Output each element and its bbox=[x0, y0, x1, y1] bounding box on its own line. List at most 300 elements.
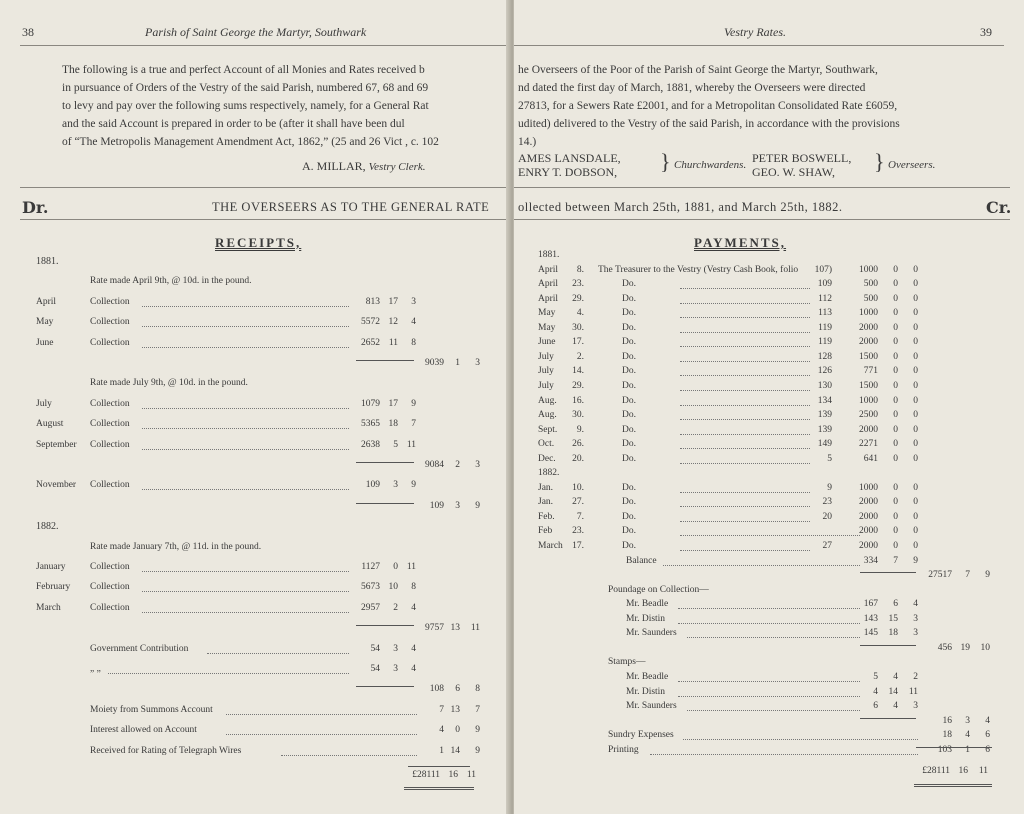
intro-line: nd dated the first day of March, 1881, whereby the Overseers were directed bbox=[518, 82, 866, 94]
receipts-total-row bbox=[0, 770, 510, 786]
row-day: 29. bbox=[572, 293, 584, 304]
row-pence: 11 bbox=[406, 562, 416, 572]
leader-dots bbox=[680, 439, 810, 449]
row-day: 23. bbox=[572, 526, 584, 537]
row-shillings: 0 bbox=[893, 366, 898, 377]
payments-heading: PAYMENTS, bbox=[694, 235, 787, 250]
row-pounds: 6 bbox=[873, 701, 878, 712]
row-pounds: 2271 bbox=[859, 439, 878, 450]
row-shillings: 2 bbox=[393, 602, 398, 613]
row-pence: 0 bbox=[913, 337, 918, 348]
row-shillings: 0 bbox=[893, 337, 898, 348]
leader-dots bbox=[142, 297, 349, 307]
table-row bbox=[0, 338, 510, 354]
row-day: 9. bbox=[576, 424, 584, 435]
row-shillings: 0 bbox=[893, 351, 898, 362]
row-day: 17. bbox=[572, 337, 584, 348]
table-row bbox=[0, 562, 510, 578]
brace-icon: } bbox=[660, 149, 671, 174]
row-shillings: 14 bbox=[888, 686, 898, 697]
leader-dots bbox=[678, 599, 861, 609]
row-month: April bbox=[538, 293, 559, 304]
row-description: Rate made January 7th, @ 11d. in the pound. bbox=[90, 541, 262, 552]
overseers-signature bbox=[752, 151, 851, 179]
leader-dots bbox=[680, 294, 810, 304]
row-description: Do. bbox=[622, 410, 636, 421]
row-pence: 4 bbox=[411, 643, 416, 654]
row-description: Balance bbox=[626, 555, 657, 566]
row-total-shillings: 1 bbox=[965, 744, 970, 755]
row-description: Stamps— bbox=[608, 657, 646, 668]
row-description: Government Contribution bbox=[90, 643, 189, 654]
row-description: Sundry Expenses bbox=[608, 730, 674, 741]
row-shillings: 11 bbox=[388, 337, 398, 348]
row-pounds: 500 bbox=[863, 279, 878, 290]
row-description: Do. bbox=[622, 526, 636, 537]
row-description: Printing bbox=[608, 744, 639, 755]
payments-total-row bbox=[514, 766, 1024, 782]
left-running-title: Parish of Saint George the Martyr, Southwark bbox=[145, 25, 367, 39]
leader-dots bbox=[281, 746, 417, 756]
row-pence: 0 bbox=[913, 526, 918, 537]
row-description: Collection bbox=[90, 602, 130, 613]
row-shillings: 10 bbox=[388, 582, 398, 593]
table-row bbox=[0, 276, 510, 292]
row-pence: 3 bbox=[913, 613, 918, 624]
leader-dots bbox=[687, 701, 860, 711]
subtotal-rule bbox=[356, 686, 414, 687]
row-month: August bbox=[36, 419, 64, 430]
row-total-pounds: 103 bbox=[937, 744, 952, 755]
table-row bbox=[0, 644, 510, 660]
row-description: Collection bbox=[90, 562, 130, 572]
row-description: Collection bbox=[90, 398, 130, 409]
row-pence: 0 bbox=[913, 424, 918, 435]
table-row bbox=[0, 480, 510, 496]
intro-line: to levy and pay over the following sums respectively, namely, for a General Rat bbox=[62, 100, 429, 112]
row-month: Oct. bbox=[538, 439, 555, 450]
leader-dots bbox=[680, 454, 810, 464]
clerk-signature bbox=[302, 159, 426, 174]
row-pounds: 2000 bbox=[859, 337, 878, 348]
account-title-right: ollected between March 25th, 1881, and March 25th, 1882. bbox=[518, 200, 843, 214]
row-total-shillings: 19 bbox=[960, 642, 970, 653]
row-day: 30. bbox=[572, 410, 584, 421]
row-folio: 130 bbox=[817, 380, 832, 391]
account-title-left: THE OVERSEERS AS TO THE GENERAL RATE bbox=[212, 200, 490, 214]
row-description: Do. bbox=[622, 439, 636, 450]
row-total-pence: 9 bbox=[985, 570, 990, 581]
row-pounds: 5365 bbox=[361, 419, 380, 430]
row-pounds: 1000 bbox=[859, 395, 878, 406]
row-folio: 5 bbox=[827, 453, 832, 464]
row-total-shillings: 13 bbox=[450, 704, 460, 715]
payments-total-shillings: 16 bbox=[958, 766, 968, 776]
leader-dots bbox=[680, 497, 810, 507]
leader-dots bbox=[680, 366, 810, 376]
intro-line: he Overseers of the Poor of the Parish of Saint George the Martyr, Southwark, bbox=[518, 64, 878, 76]
row-shillings: 0 bbox=[893, 308, 898, 319]
row-pence: 0 bbox=[913, 264, 918, 275]
row-description: Collection bbox=[90, 337, 130, 348]
title-rule-bottom bbox=[20, 219, 510, 220]
row-description: Mr. Beadle bbox=[626, 671, 669, 682]
receipts-total-pence: 11 bbox=[466, 770, 476, 780]
row-pounds: 771 bbox=[863, 366, 878, 377]
leader-dots bbox=[680, 352, 810, 362]
row-total-pence: 9 bbox=[475, 500, 480, 511]
row-description: Do. bbox=[622, 497, 636, 508]
row-month: May bbox=[538, 322, 556, 333]
row-day: 2. bbox=[576, 351, 584, 362]
row-description: Do. bbox=[622, 308, 636, 319]
row-day: 4. bbox=[576, 308, 584, 319]
row-total-pounds: 27517 bbox=[928, 570, 952, 581]
left-page bbox=[0, 0, 510, 814]
row-pounds: 5572 bbox=[361, 317, 380, 328]
table-row bbox=[0, 603, 510, 619]
overseer-1: PETER BOSWELL, bbox=[752, 151, 852, 165]
row-month: April bbox=[538, 279, 559, 290]
row-shillings: 3 bbox=[393, 480, 398, 491]
row-shillings: 6 bbox=[893, 599, 898, 610]
row-shillings: 0 bbox=[393, 562, 398, 572]
table-row bbox=[0, 419, 510, 435]
row-folio: 139 bbox=[817, 424, 832, 435]
row-month: 1882. bbox=[36, 521, 59, 533]
row-description: Collection bbox=[90, 480, 130, 491]
payments-total-pounds: £28111 bbox=[922, 766, 950, 776]
row-description: Moiety from Summons Account bbox=[90, 704, 213, 715]
row-total-shillings: 1 bbox=[455, 358, 460, 368]
row-pounds: 2500 bbox=[859, 410, 878, 421]
row-description: Do. bbox=[622, 351, 636, 362]
row-shillings: 0 bbox=[893, 526, 898, 537]
row-pence: 4 bbox=[913, 599, 918, 610]
row-total-pence: 7 bbox=[475, 704, 480, 715]
leader-dots bbox=[142, 338, 349, 348]
row-pence: 7 bbox=[411, 419, 416, 430]
row-total-pounds: 9039 bbox=[425, 358, 444, 368]
row-total-shillings: 3 bbox=[965, 715, 970, 726]
right-page bbox=[514, 0, 1024, 814]
row-day: 16. bbox=[572, 395, 584, 406]
row-pounds: 2000 bbox=[859, 322, 878, 333]
row-folio: 149 bbox=[817, 439, 832, 450]
row-description: Do. bbox=[622, 395, 636, 406]
row-description: Do. bbox=[622, 511, 636, 522]
intro-paragraph-left bbox=[62, 61, 439, 151]
row-description: Do. bbox=[622, 322, 636, 333]
row-total-shillings: 13 bbox=[450, 623, 460, 634]
row-pounds: 5 bbox=[873, 671, 878, 682]
table-row bbox=[0, 521, 510, 537]
row-description: Interest allowed on Account bbox=[90, 725, 197, 736]
row-pence: 0 bbox=[913, 308, 918, 319]
row-shillings: 17 bbox=[388, 296, 398, 307]
row-folio: 128 bbox=[817, 351, 832, 362]
row-description: Mr. Distin bbox=[626, 613, 666, 624]
row-folio: 134 bbox=[817, 395, 832, 406]
row-month: July bbox=[538, 351, 554, 362]
row-pence: 0 bbox=[913, 380, 918, 391]
row-total-pence: 3 bbox=[475, 358, 480, 368]
row-pounds: 54 bbox=[370, 664, 380, 674]
row-shillings: 4 bbox=[893, 701, 898, 712]
row-total-shillings: 4 bbox=[965, 730, 970, 741]
row-pence: 0 bbox=[913, 366, 918, 377]
receipts-total-rule-bottom bbox=[404, 787, 474, 790]
leader-dots bbox=[680, 541, 810, 551]
row-pence: 0 bbox=[913, 279, 918, 290]
row-total-shillings: 7 bbox=[965, 570, 970, 581]
row-description: Rate made April 9th, @ 10d. in the pound. bbox=[90, 276, 252, 287]
right-running-title: Vestry Rates. bbox=[724, 25, 786, 39]
row-total-pounds: 18 bbox=[942, 730, 952, 741]
leader-dots bbox=[680, 410, 810, 420]
row-folio: 9 bbox=[827, 482, 832, 493]
row-description: Do. bbox=[622, 366, 636, 377]
payments-total-pence: 11 bbox=[978, 766, 988, 776]
overseer-2: GEO. W. SHAW, bbox=[752, 165, 835, 179]
row-description: Collection bbox=[90, 582, 130, 593]
row-folio: 112 bbox=[818, 293, 832, 304]
row-shillings: 0 bbox=[893, 424, 898, 435]
row-pence: 0 bbox=[913, 395, 918, 406]
title-rule-bottom-right bbox=[514, 219, 1010, 220]
debit-label: Dr. bbox=[22, 198, 49, 217]
table-row bbox=[0, 623, 510, 639]
row-day: 23. bbox=[572, 279, 584, 290]
table-row bbox=[0, 542, 510, 558]
row-pounds: 1000 bbox=[859, 308, 878, 319]
row-pence: 9 bbox=[913, 555, 918, 566]
row-description: Do. bbox=[622, 424, 636, 435]
payments-total-rule-bottom bbox=[914, 784, 992, 787]
row-pounds: 54 bbox=[370, 643, 380, 654]
table-row bbox=[0, 317, 510, 333]
row-month: June bbox=[36, 337, 54, 348]
row-month: March bbox=[538, 541, 563, 551]
row-pence: 11 bbox=[908, 686, 918, 697]
row-shillings: 0 bbox=[893, 322, 898, 333]
table-row bbox=[0, 664, 510, 680]
row-folio: 113 bbox=[818, 308, 832, 319]
row-shillings: 0 bbox=[893, 380, 898, 391]
row-month: March bbox=[36, 602, 61, 613]
receipts-total-rule-top bbox=[408, 766, 470, 767]
row-shillings: 18 bbox=[388, 419, 398, 430]
row-pence: 4 bbox=[411, 317, 416, 328]
credit-label: Cr. bbox=[986, 198, 1012, 217]
subtotal-rule bbox=[356, 625, 414, 626]
receipts-total-shillings: 16 bbox=[448, 770, 458, 780]
row-pounds: 2957 bbox=[361, 602, 380, 613]
row-pence: 9 bbox=[411, 480, 416, 491]
table-row bbox=[0, 582, 510, 598]
row-month: May bbox=[36, 317, 54, 328]
intro-line: 14.) bbox=[518, 136, 537, 148]
row-pence: 4 bbox=[411, 602, 416, 613]
row-description: Received for Rating of Telegraph Wires bbox=[90, 745, 242, 756]
row-folio: 27 bbox=[822, 541, 832, 551]
row-folio: 119 bbox=[818, 337, 832, 348]
row-description: Do. bbox=[622, 337, 636, 348]
row-month: Feb. bbox=[538, 511, 555, 522]
subtotal-rule bbox=[860, 645, 916, 646]
row-shillings: 5 bbox=[393, 439, 398, 450]
table-row bbox=[0, 399, 510, 415]
row-pounds: 167 bbox=[863, 599, 878, 610]
row-shillings: 3 bbox=[393, 643, 398, 654]
row-total-pounds: 9757 bbox=[425, 623, 444, 634]
row-total-pence: 6 bbox=[985, 730, 990, 741]
leader-dots bbox=[142, 419, 349, 429]
table-row bbox=[0, 378, 510, 394]
row-pence: 0 bbox=[913, 322, 918, 333]
intro-paragraph-right bbox=[518, 61, 900, 151]
table-row bbox=[0, 256, 510, 272]
leader-dots bbox=[142, 603, 349, 613]
row-folio: 23 bbox=[822, 497, 832, 508]
header-rule-right bbox=[514, 45, 1004, 46]
row-total-shillings: 6 bbox=[455, 684, 460, 695]
intro-line: of “The Metropolis Management Amendment Act, 1862,” (25 and 26 Vict , c. 102 bbox=[62, 136, 439, 148]
row-month: April bbox=[538, 264, 559, 275]
row-pounds: 1000 bbox=[859, 482, 878, 493]
row-shillings: 0 bbox=[893, 264, 898, 275]
leader-dots bbox=[680, 337, 810, 347]
row-pence: 9 bbox=[411, 398, 416, 409]
row-month: Sept. bbox=[538, 424, 558, 435]
table-row bbox=[0, 705, 510, 721]
row-pence: 0 bbox=[913, 497, 918, 508]
row-month: Jan. bbox=[538, 497, 554, 508]
row-total-pence: 6 bbox=[985, 744, 990, 755]
row-shillings: 0 bbox=[893, 293, 898, 304]
row-day: 30. bbox=[572, 322, 584, 333]
row-total-pounds: 7 bbox=[439, 704, 444, 715]
row-total-pounds: 16 bbox=[942, 715, 952, 726]
row-shillings: 4 bbox=[893, 671, 898, 682]
row-total-pounds: 1 bbox=[439, 745, 444, 756]
row-day: 29. bbox=[572, 380, 584, 391]
row-pounds: 1127 bbox=[361, 562, 380, 572]
row-month: Aug. bbox=[538, 395, 557, 406]
row-pence: 3 bbox=[411, 296, 416, 307]
row-description: Mr. Saunders bbox=[626, 628, 677, 639]
row-pence: 8 bbox=[411, 582, 416, 593]
leader-dots bbox=[680, 396, 810, 406]
row-description: Do. bbox=[622, 482, 636, 493]
row-pounds: 2652 bbox=[361, 337, 380, 348]
row-description: The Treasurer to the Vestry (Vestry Cash Book, folio bbox=[598, 264, 799, 275]
row-description: Do. bbox=[622, 380, 636, 391]
clerk-name: A. MILLAR, bbox=[302, 159, 366, 173]
row-pounds: 4 bbox=[873, 686, 878, 697]
leader-dots bbox=[207, 644, 349, 654]
row-total-shillings: 0 bbox=[455, 725, 460, 736]
row-day: 20. bbox=[572, 453, 584, 464]
row-month: September bbox=[36, 439, 77, 450]
row-pounds: 500 bbox=[863, 293, 878, 304]
row-pounds: 2000 bbox=[859, 526, 878, 537]
row-month: February bbox=[36, 582, 71, 593]
leader-dots bbox=[680, 483, 810, 493]
row-total-pence: 10 bbox=[980, 642, 990, 653]
row-total-pounds: 9084 bbox=[425, 460, 444, 470]
header-rule bbox=[20, 45, 510, 46]
subtotal-rule bbox=[356, 503, 414, 504]
row-pence: 0 bbox=[913, 541, 918, 551]
row-shillings: 0 bbox=[893, 541, 898, 551]
leader-dots bbox=[142, 317, 349, 327]
row-shillings: 0 bbox=[893, 497, 898, 508]
leader-dots bbox=[680, 425, 810, 435]
leader-dots bbox=[663, 556, 860, 566]
row-description: „ „ bbox=[90, 664, 101, 674]
churchwardens-title: Churchwardens. bbox=[674, 159, 747, 171]
row-pence: 0 bbox=[913, 351, 918, 362]
row-pence: 0 bbox=[913, 293, 918, 304]
row-shillings: 0 bbox=[893, 453, 898, 464]
row-pounds: 813 bbox=[365, 296, 380, 307]
row-description: Collection bbox=[90, 419, 130, 430]
row-description: Mr. Distin bbox=[626, 686, 666, 697]
row-month: Jan. bbox=[538, 482, 554, 493]
row-folio: 107) bbox=[814, 264, 832, 275]
row-pounds: 2000 bbox=[859, 497, 878, 508]
row-folio: 139 bbox=[817, 410, 832, 421]
leader-dots bbox=[680, 381, 810, 391]
row-pence: 3 bbox=[913, 701, 918, 712]
row-pence: 0 bbox=[913, 439, 918, 450]
table-row bbox=[0, 297, 510, 313]
row-shillings: 0 bbox=[893, 395, 898, 406]
right-page-number: 39 bbox=[980, 25, 992, 39]
row-month: November bbox=[36, 480, 77, 491]
row-pence: 0 bbox=[913, 410, 918, 421]
row-shillings: 18 bbox=[888, 628, 898, 639]
leader-dots bbox=[142, 399, 349, 409]
row-shillings: 0 bbox=[893, 279, 898, 290]
row-day: 17. bbox=[572, 541, 584, 551]
row-month: April bbox=[36, 296, 57, 307]
left-page-number: 38 bbox=[22, 25, 34, 39]
row-pence: 0 bbox=[913, 511, 918, 522]
leader-dots bbox=[680, 279, 810, 289]
overseers-title: Overseers. bbox=[888, 159, 936, 171]
row-shillings: 0 bbox=[893, 410, 898, 421]
brace-icon: } bbox=[874, 149, 885, 174]
intro-line: 27813, for a Sewers Rate £2001, and for a Metropolitan Consolidated Rate £6059, bbox=[518, 100, 898, 112]
row-pounds: 1000 bbox=[859, 264, 878, 275]
row-day: 10. bbox=[572, 482, 584, 493]
intro-line: The following is a true and perfect Account of all Monies and Rates received b bbox=[62, 64, 425, 76]
row-pounds: 1079 bbox=[361, 398, 380, 409]
row-month: January bbox=[36, 562, 66, 572]
row-total-pence: 3 bbox=[475, 460, 480, 470]
leader-dots bbox=[142, 562, 349, 572]
intro-line: in pursuance of Orders of the Vestry of the said Parish, numbered 67, 68 and 69 bbox=[62, 82, 429, 94]
row-pounds: 2000 bbox=[859, 511, 878, 522]
row-description: Mr. Beadle bbox=[626, 599, 669, 610]
leader-dots bbox=[678, 687, 861, 697]
row-total-pounds: 108 bbox=[429, 684, 444, 695]
row-month: 1881. bbox=[538, 250, 560, 260]
row-total-pence: 9 bbox=[475, 725, 480, 736]
row-folio: 119 bbox=[818, 322, 832, 333]
